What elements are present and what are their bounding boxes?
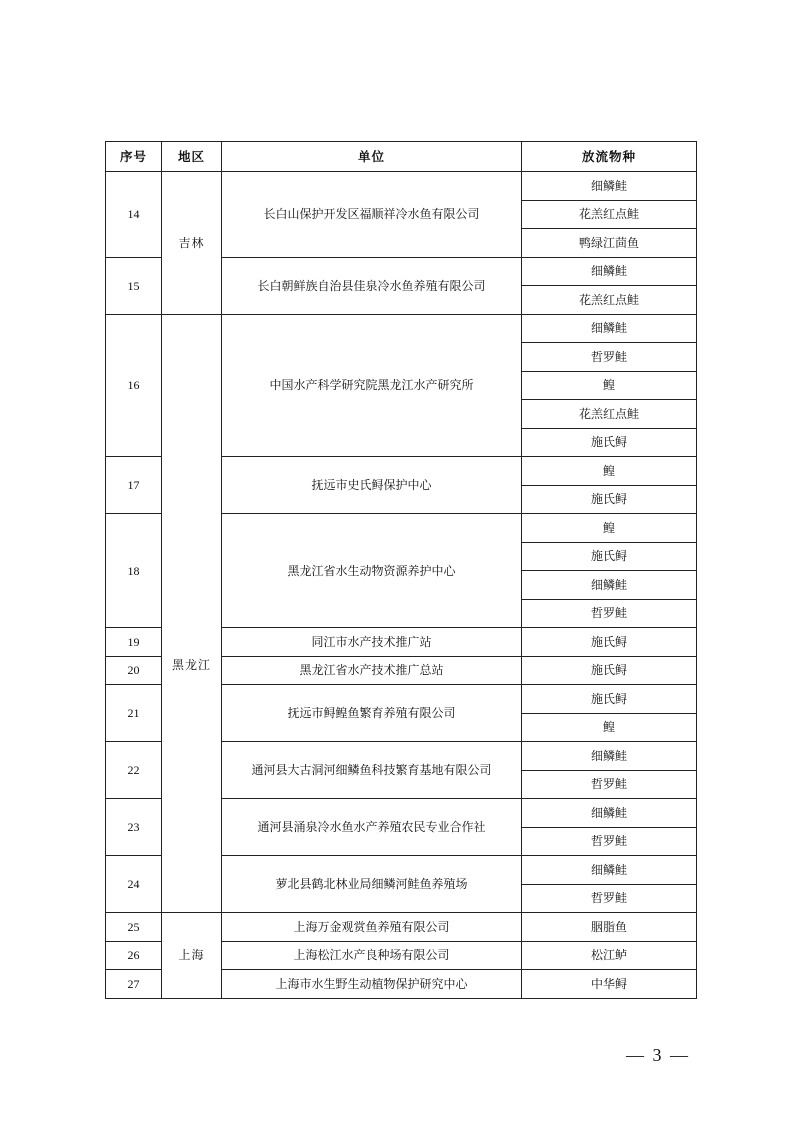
species-cell: 施氏鲟 [522,485,697,514]
table-row [106,913,697,942]
release-table [105,141,697,999]
serial-number-cell: 21 [106,685,162,742]
species-cell: 哲罗鲑 [522,884,697,913]
header-unit: 单位 [222,142,522,172]
unit-cell: 长白朝鲜族自治县佳泉冷水鱼养殖有限公司 [222,257,522,314]
serial-number-cell: 16 [106,314,162,457]
serial-number-cell: 26 [106,941,162,970]
header-species: 放流物种 [522,142,697,172]
serial-number-cell: 25 [106,913,162,942]
unit-cell: 抚远市史氏鲟保护中心 [222,457,522,514]
unit-cell: 萝北县鹤北林业局细鳞河鲑鱼养殖场 [222,856,522,913]
serial-number-cell: 19 [106,628,162,657]
species-cell: 哲罗鲑 [522,770,697,799]
serial-number-cell: 14 [106,172,162,258]
species-cell: 花羔红点鲑 [522,400,697,429]
unit-cell: 同江市水产技术推广站 [222,628,522,657]
species-cell: 哲罗鲑 [522,343,697,372]
region-cell: 上海 [162,913,222,999]
serial-number-cell: 24 [106,856,162,913]
serial-number-cell: 22 [106,742,162,799]
species-cell: 花羔红点鲑 [522,200,697,229]
page-number: — 3 — [626,1045,690,1065]
species-cell: 施氏鲟 [522,656,697,685]
unit-cell: 抚远市鲟鳇鱼繁育养殖有限公司 [222,685,522,742]
species-cell: 胭脂鱼 [522,913,697,942]
species-cell: 中华鲟 [522,970,697,999]
region-cell: 黑龙江 [162,314,222,913]
table-header-row [106,142,697,172]
unit-cell: 长白山保护开发区福顺祥冷水鱼有限公司 [222,172,522,258]
species-cell: 细鳞鲑 [522,856,697,885]
table-row [106,314,697,343]
unit-cell: 通河县涌泉冷水鱼水产养殖农民专业合作社 [222,799,522,856]
serial-number-cell: 27 [106,970,162,999]
serial-number-cell: 20 [106,656,162,685]
species-cell: 细鳞鲑 [522,799,697,828]
unit-cell: 通河县大古洞河细鳞鱼科技繁育基地有限公司 [222,742,522,799]
table-row [106,172,697,201]
species-cell: 哲罗鲑 [522,827,697,856]
unit-cell: 上海市水生野生动植物保护研究中心 [222,970,522,999]
species-cell: 细鳞鲑 [522,742,697,771]
species-cell: 哲罗鲑 [522,599,697,628]
serial-number-cell: 17 [106,457,162,514]
species-cell: 施氏鲟 [522,685,697,714]
serial-number-cell: 23 [106,799,162,856]
unit-cell: 黑龙江省水生动物资源养护中心 [222,514,522,628]
species-cell: 鳇 [522,713,697,742]
species-cell: 细鳞鲑 [522,257,697,286]
species-cell: 细鳞鲑 [522,172,697,201]
table-body [106,172,697,999]
unit-cell: 上海万金观赏鱼养殖有限公司 [222,913,522,942]
species-cell: 细鳞鲑 [522,314,697,343]
region-cell: 吉林 [162,172,222,315]
species-cell: 细鳞鲑 [522,571,697,600]
species-cell: 鳇 [522,371,697,400]
header-region: 地区 [162,142,222,172]
species-cell: 松江鲈 [522,941,697,970]
unit-cell: 中国水产科学研究院黑龙江水产研究所 [222,314,522,457]
species-cell: 花羔红点鲑 [522,286,697,315]
species-cell: 鸭绿江茴鱼 [522,229,697,258]
species-cell: 施氏鲟 [522,428,697,457]
unit-cell: 黑龙江省水产技术推广总站 [222,656,522,685]
serial-number-cell: 15 [106,257,162,314]
species-cell: 鳇 [522,457,697,486]
species-cell: 鳇 [522,514,697,543]
serial-number-cell: 18 [106,514,162,628]
species-cell: 施氏鲟 [522,628,697,657]
species-cell: 施氏鲟 [522,542,697,571]
unit-cell: 上海松江水产良种场有限公司 [222,941,522,970]
header-serial: 序号 [106,142,162,172]
